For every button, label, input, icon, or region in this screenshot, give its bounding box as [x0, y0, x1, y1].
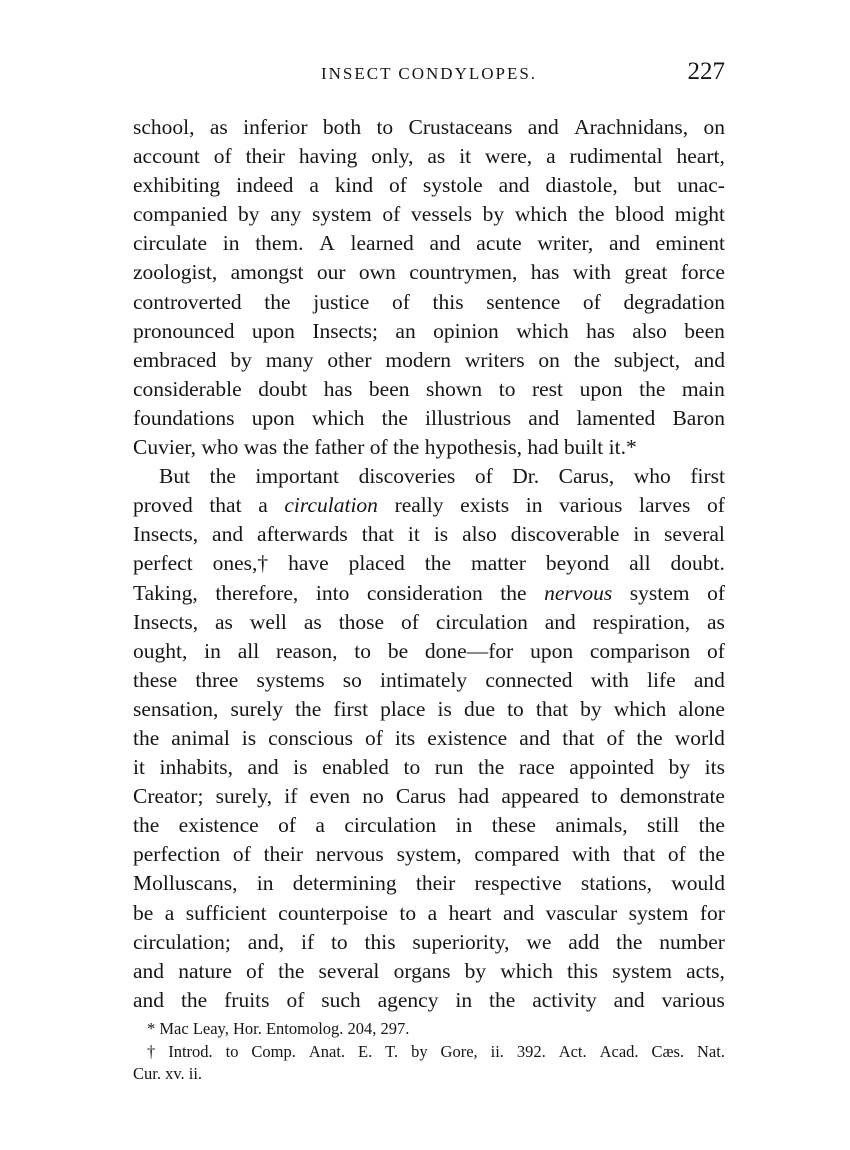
text-line: these three systems so intimately connected with life and — [133, 667, 725, 692]
text-line: sensation, surely the first place is due to that by which alone — [133, 696, 725, 721]
text-line: Creator; surely, if even no Carus had appeared to demonstrate — [133, 784, 725, 809]
text-line: companied by any system of vessels by which the blood might — [133, 202, 725, 227]
text-line: and the fruits of such agency in the activity and various — [133, 987, 725, 1012]
footnote-line: * Mac Leay, Hor. Entomolog. 204, 297. — [147, 1019, 410, 1038]
text-line: embraced by many other modern writers on the subject, and — [133, 347, 725, 372]
body-text — [133, 113, 725, 1015]
text-line: pronounced upon Insects; an opinion which has also been — [133, 318, 725, 343]
text-line: the animal is conscious of its existence and that of the world — [133, 725, 725, 750]
text-line: ought, in all reason, to be done—for upon comparison of — [133, 638, 725, 663]
text-line: the existence of a circulation in these animals, still the — [133, 813, 725, 838]
footnotes — [133, 1018, 725, 1086]
text-line: it inhabits, and is enabled to run the race appointed by its — [133, 755, 725, 780]
page-header — [133, 58, 725, 98]
text-line: foundations upon which the illustrious and lamented Baron — [133, 405, 725, 430]
text-line: school, as inferior both to Crustaceans and Arachnidans, on — [133, 115, 725, 139]
text-line: considerable doubt has been shown to rest upon the main — [133, 376, 725, 401]
footnote-line: † Introd. to Comp. Anat. E. T. by Gore, ii. 392. Act. Acad. Cæs. Nat. — [147, 1041, 725, 1061]
page-number: 227 — [687, 58, 725, 85]
paragraph-start-line: But the important discoveries of Dr. Carus, who first — [159, 464, 725, 489]
text-line: Insects, as well as those of circulation and respiration, as — [133, 609, 725, 634]
text-line: circulate in them. A learned and acute writer, and eminent — [133, 231, 725, 256]
text-line: exhibiting indeed a kind of systole and diastole, but unac- — [133, 173, 725, 198]
text-line: perfection of their nervous system, compared with that of the — [133, 842, 725, 867]
text-line: Molluscans, in determining their respective stations, would — [133, 871, 725, 896]
running-title: INSECT CONDYLOPES. — [320, 64, 538, 83]
text-line: be a sufficient counterpoise to a heart and vascular system for — [133, 900, 725, 925]
text-line: perfect ones,† have placed the matter beyond all doubt. — [133, 551, 725, 576]
text-line: account of their having only, as it were, a rudimental heart, — [133, 144, 725, 169]
text-line: Taking, therefore, into consideration the nervous system of — [133, 580, 725, 605]
text-line: Insects, and afterwards that it is also discoverable in several — [133, 522, 725, 547]
text-line: and nature of the several organs by which this system acts, — [133, 958, 725, 983]
text-line: controverted the justice of this sentence of degradation — [133, 289, 725, 314]
text-line: circulation; and, if to this superiority, we add the number — [133, 929, 725, 954]
text-line: zoologist, amongst our own countrymen, has with great force — [133, 260, 725, 285]
text-line: proved that a circulation really exists in various larves of — [133, 493, 725, 518]
footnote-line: Cur. xv. ii. — [133, 1064, 203, 1083]
text-line: Cuvier, who was the father of the hypothesis, had built it.* — [133, 435, 637, 460]
